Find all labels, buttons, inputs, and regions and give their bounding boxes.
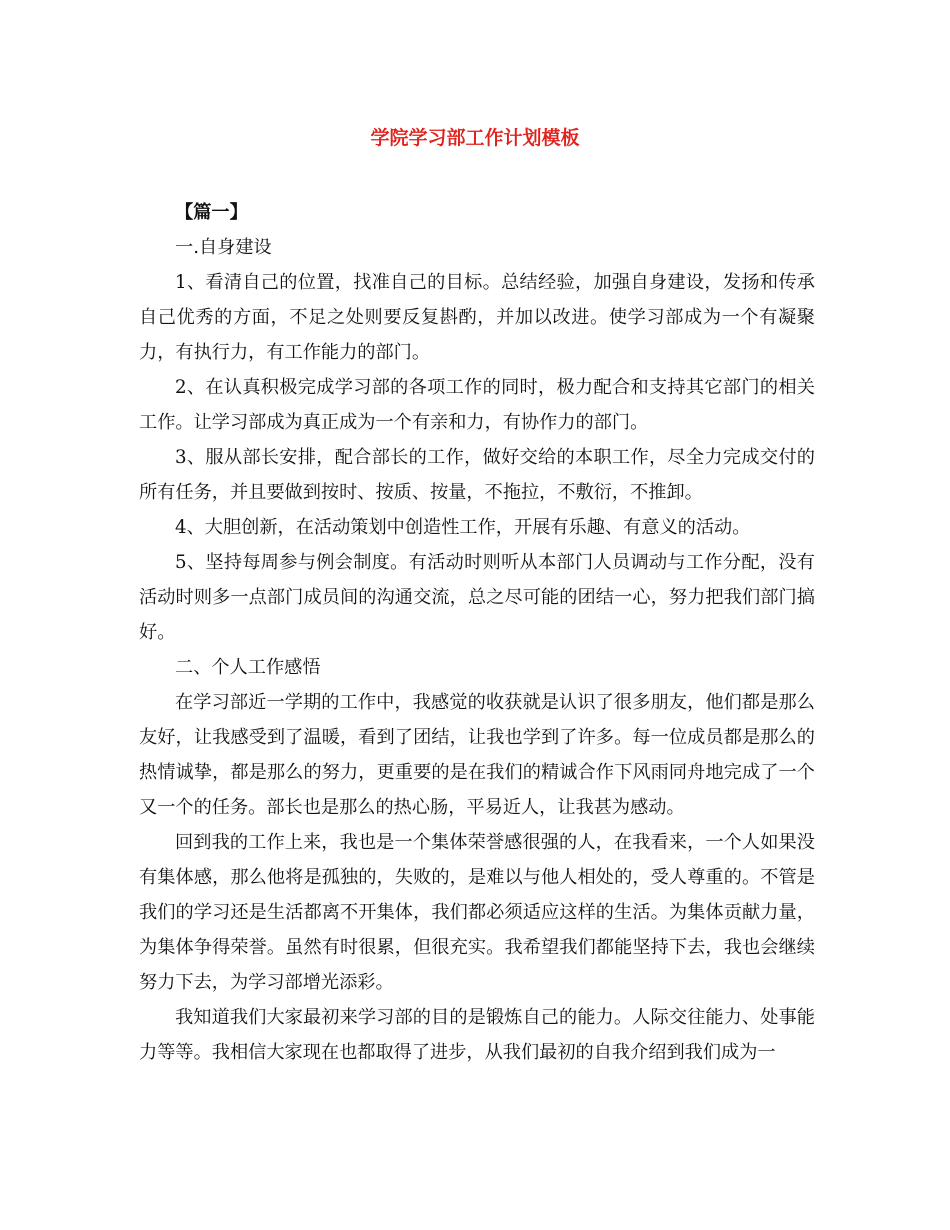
- paragraph-item-1: 1、看清自己的位置，找准自己的目标。总结经验，加强自身建设，发扬和传承自己优秀的方面，不足之处则要反复斟酌，并加以改进。使学习部成为一个有凝聚力，有执行力，有工作能力的部门。: [139, 272, 815, 363]
- paragraph-item-5: 5、坚持每周参与例会制度。有活动时则听从本部门人员调动与工作分配，没有活动时则多一点部门成员间的沟通交流，总之尽可能的团结一心，努力把我们部门搞好。: [139, 552, 815, 643]
- paragraph-item-3: 3、服从部长安排，配合部长的工作，做好交给的本职工作，尽全力完成交付的所有任务，并且要做到按时、按质、按量，不拖拉，不敷衍，不推卸。: [139, 447, 815, 503]
- section-heading-personal-insight: 二、个人工作感悟: [175, 657, 321, 678]
- paragraph-insight-1: 在学习部近一学期的工作中，我感觉的收获就是认识了很多朋友，他们都是那么友好，让我感受到了温暖，看到了团结，让我也学到了许多。每一位成员都是那么的热情诚挚，都是那么的努力，更重要的是在我们的精诚合作下风雨同舟地完成了一个又一个的任务。部长也是那么的热心肠，平易近人，让我甚为感动。: [139, 692, 815, 818]
- paragraph-insight-2: 回到我的工作上来，我也是一个集体荣誉感很强的人，在我看来，一个人如果没有集体感，那么他将是孤独的，失败的，是难以与他人相处的，受人尊重的。不管是我们的学习还是生活都离不开集体，我们都必须适应这样的生活。为集体贡献力量，为集体争得荣誉。虽然有时很累，但很充实。我希望我们都能坚持下去，我也会继续努力下去，为学习部增光添彩。: [139, 832, 815, 993]
- paragraph-insight-3: 我知道我们大家最初来学习部的目的是锻炼自己的能力。人际交往能力、处事能力等等。我相信大家现在也都取得了进步，从我们最初的自我介绍到我们成为一: [139, 1007, 815, 1063]
- section-heading-self-building: 一.自身建设: [175, 237, 272, 258]
- section-heading-pian-yi: 【篇一】: [175, 202, 248, 223]
- document-title: 学院学习部工作计划模板: [370, 127, 580, 149]
- document-body: [139, 195, 815, 1070]
- paragraph-item-4: 4、大胆创新，在活动策划中创造性工作，开展有乐趣、有意义的活动。: [175, 517, 751, 538]
- paragraph-item-2: 2、在认真积极完成学习部的各项工作的同时，极力配合和支持其它部门的相关工作。让学习部成为真正成为一个有亲和力，有协作力的部门。: [139, 377, 815, 433]
